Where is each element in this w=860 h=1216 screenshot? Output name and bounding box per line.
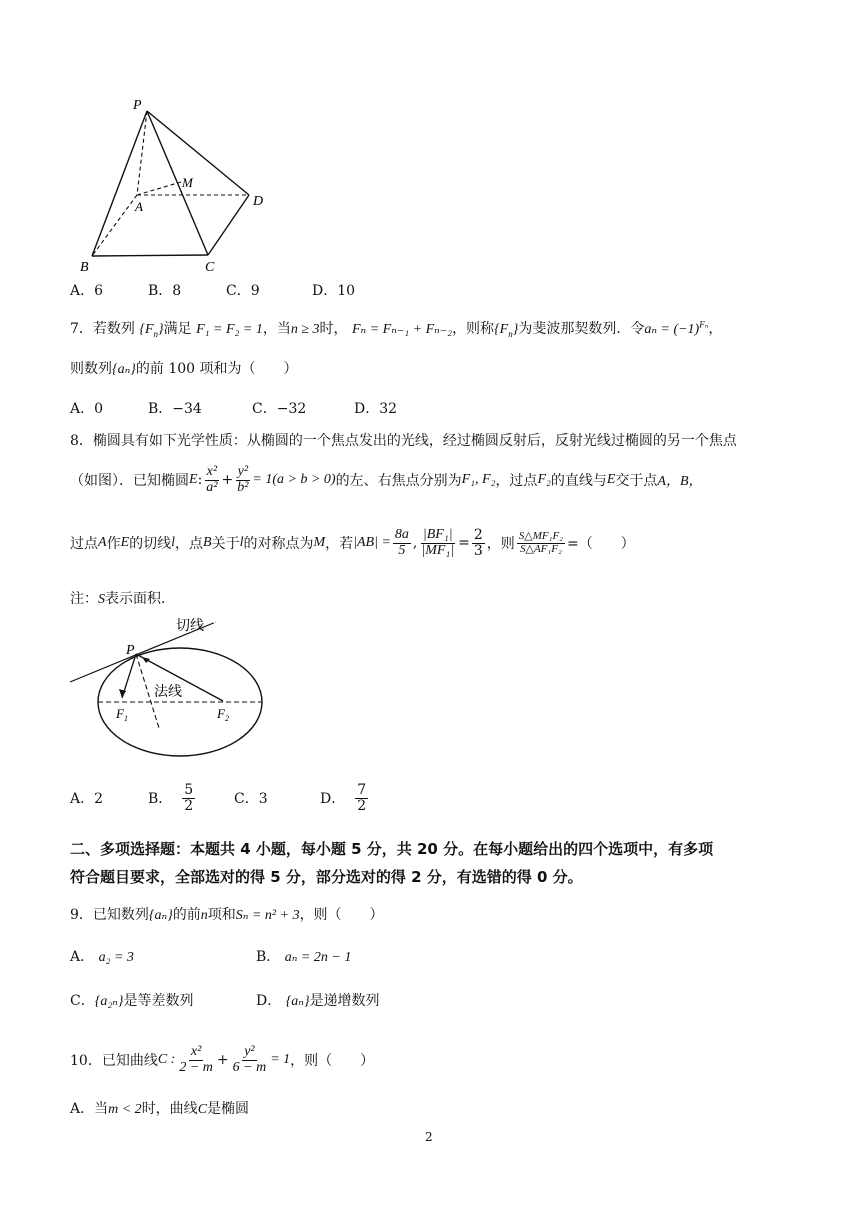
q7-option-c: C．−32 bbox=[252, 401, 307, 417]
section2-line2: 符合题目要求，全部选对的得 5 分，部分选对的得 2 分，有选错的得 0 分。 bbox=[70, 868, 583, 886]
focus-label-f2: $F_2$ bbox=[217, 706, 229, 723]
q7-option-b: B．−34 bbox=[148, 401, 202, 417]
focus-label-f1: $F_1$ bbox=[116, 706, 128, 723]
q6-options bbox=[70, 280, 355, 300]
q8-frac-y: $\frac{\text{y²}}{\text{b²}}$ bbox=[237, 463, 249, 495]
vertex-label-m: M bbox=[182, 175, 193, 190]
point-label-p: P bbox=[126, 643, 135, 658]
q10-option-a: A．当m < 2时，曲线C是椭圆 bbox=[70, 1101, 250, 1117]
q8-note: 注：S表示面积． bbox=[70, 591, 175, 607]
q8-line1: 8．椭圆具有如下光学性质：从椭圆的一个焦点发出的光线，经过椭圆反射后，反射光线过椭圆的另一个焦点 bbox=[70, 433, 737, 449]
q9-option-d: D． {aₙ}是递增数列 bbox=[256, 993, 380, 1009]
q7-options bbox=[70, 398, 397, 418]
q8-line2: （如图）．已知椭圆 E : $\frac{\text{x²}}{\text{a²}}$ + $\frac{\text{y²}}{\text{b²}}$ = 1(a > b > 0) 的左、右焦点分别为 F₁, F₂ ，过点 F₂ 的直线与 E 交于点 A，B， bbox=[70, 463, 703, 495]
q9-options-ab bbox=[70, 946, 351, 966]
vertex-label-p: P bbox=[133, 98, 142, 113]
vertex-label-b: B bbox=[80, 260, 89, 275]
tangent-label: 切线 bbox=[176, 619, 204, 634]
vertex-label-a: A bbox=[135, 199, 143, 214]
q6-option-d: D．10 bbox=[312, 283, 356, 299]
q9-option-b: B． aₙ = 2n − 1 bbox=[256, 949, 352, 965]
q8-option-c: C．3 bbox=[234, 791, 268, 807]
q7-line2: 则数列{aₙ}的前 100 项和为（ ） bbox=[70, 361, 298, 377]
q8-option-d: D． $\frac{7}{2}$ bbox=[320, 781, 367, 814]
normal-label: 法线 bbox=[154, 685, 182, 700]
q9-option-a: A． a₂ = 3 bbox=[70, 949, 134, 965]
q8-option-b: B． $\frac{5}{2}$ bbox=[148, 781, 194, 814]
q10-stem: 10．已知曲线 C : $\frac{\text{x²}}{2 - m}$ + $\frac{\text{y²}}{6 - m}$ = 1 ，则（ ） bbox=[70, 1043, 375, 1075]
ellipse-figure bbox=[66, 610, 266, 760]
vertex-label-c: C bbox=[205, 260, 215, 275]
q6-option-b: B．8 bbox=[148, 283, 182, 299]
q9-stem: 9．已知数列{aₙ}的前n项和Sₙ = n² + 3，则（ ） bbox=[70, 907, 384, 923]
q7-line1: 7．若数列 $\{F_n\}$满足 F₁ = F₂ = 1，当n ≥ 3时， Fₙ = Fₙ₋₁ + Fₙ₋₂，则称$\{F_n\}$为斐波那契数列．令$a_n = (-1)^{F_n}$， bbox=[70, 319, 723, 339]
q9-option-c: C．{a₂ₙ}是等差数列 bbox=[70, 993, 194, 1009]
vertex-label-d: D bbox=[253, 194, 264, 209]
page-number: 2 bbox=[425, 1130, 433, 1144]
q8-option-a: A．2 bbox=[70, 791, 104, 807]
q8-line3: 过点 A 作 E 的切线 l ，点 B 关于 l 的对称点为 M ，若 |AB| = $\frac{8a}{5}$ , $\frac{\text{|BF₁|}}{\text{|MF₁|}}$ = $\frac{2}{3}$ ，则 $\frac{\text{S△MF₁F₂}}{\text{S△AF₁F₂}}$ =（ ） bbox=[70, 526, 635, 559]
q6-option-a: A．6 bbox=[70, 283, 104, 299]
section2-line1: 二、多项选择题：本题共 4 小题，每小题 5 分，共 20 分。在每小题给出的四个选项中，有多项 bbox=[70, 840, 714, 858]
q7-option-a: A．0 bbox=[70, 401, 104, 417]
pyramid-figure bbox=[78, 96, 278, 276]
q9-options-cd bbox=[70, 990, 380, 1010]
q6-option-c: C．9 bbox=[226, 283, 260, 299]
q7-option-d: D．32 bbox=[354, 401, 398, 417]
q8-options bbox=[70, 776, 370, 820]
q8-frac-x: $\frac{\text{x²}}{\text{a²}}$ bbox=[206, 463, 218, 495]
